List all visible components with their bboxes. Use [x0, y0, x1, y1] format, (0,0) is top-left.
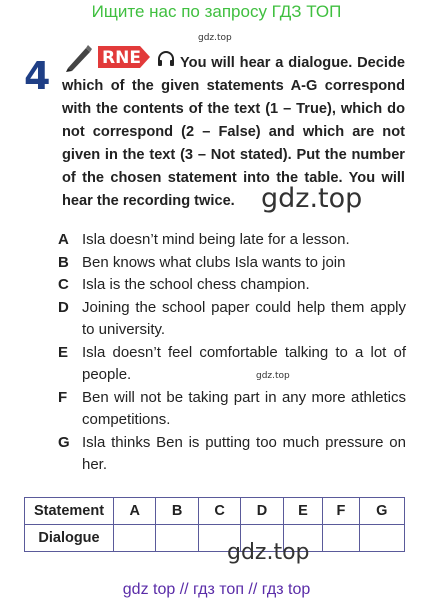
column-header: C [198, 498, 240, 525]
answer-cell[interactable] [359, 525, 404, 552]
statement-letter: D [58, 298, 69, 316]
statement-item [58, 297, 406, 342]
rne-logo-text: RNE [102, 48, 141, 68]
statement-text: Isla doesn’t feel comfortable talking to a lot of people. [82, 343, 406, 383]
statement-list [58, 229, 406, 477]
statement-text: Ben will not be taking part in any more athletics competitions. [82, 388, 406, 428]
statement-text: Joining the school paper could help them apply to university. [82, 298, 406, 338]
answer-table [24, 497, 405, 552]
row-label-statement: Statement [25, 498, 114, 525]
watermark-large: gdz.top [227, 540, 310, 565]
statement-text: Isla thinks Ben is putting too much pressure on her. [82, 433, 406, 473]
statement-item [58, 432, 406, 477]
statement-letter: G [58, 433, 70, 451]
statement-item [58, 229, 406, 252]
instruction-text: You will hear a dialogue. Decide which of the given statements A-G correspond with the contents of the text (1 – True), which do not correspond (2 – False) and which are not given in the text (3 – Not stated). Put the number of the chosen statement into the table. You will hear the recording twice. [62, 55, 405, 209]
answer-cell[interactable] [114, 525, 156, 552]
statement-text: Isla doesn’t mind being late for a lesson. [82, 231, 350, 248]
statement-letter: C [58, 276, 69, 293]
column-header: B [156, 498, 198, 525]
statement-item [58, 342, 406, 387]
column-header: E [283, 498, 322, 525]
column-header: G [359, 498, 404, 525]
statement-letter: F [58, 388, 68, 406]
footer-links: gdz top // гдз топ // гдз top [122, 581, 311, 598]
answer-cell[interactable] [156, 525, 198, 552]
column-header: A [114, 498, 156, 525]
exercise-instruction [62, 52, 405, 213]
statement-item [58, 387, 406, 432]
statement-text: Isla is the school chess champion. [82, 276, 310, 293]
table-row-statement [25, 498, 405, 525]
statement-letter: B [58, 253, 69, 271]
watermark-small: gdz.top [256, 371, 290, 381]
row-label-dialogue: Dialogue [25, 525, 114, 552]
column-header: F [323, 498, 359, 525]
table-row-dialogue [25, 525, 405, 552]
statement-text: Ben knows what clubs Isla wants to join [82, 253, 346, 271]
column-header: D [241, 498, 283, 525]
statement-item [58, 252, 406, 275]
top-banner: Ищите нас по запросу ГДЗ ТОП [91, 2, 342, 21]
statement-letter: E [58, 343, 69, 361]
exercise-number: 4 [24, 54, 51, 98]
statement-item [58, 274, 406, 297]
statement-letter: A [58, 231, 69, 248]
answer-cell[interactable] [323, 525, 359, 552]
watermark-large: gdz.top [261, 183, 363, 214]
watermark-small: gdz.top [198, 33, 232, 43]
